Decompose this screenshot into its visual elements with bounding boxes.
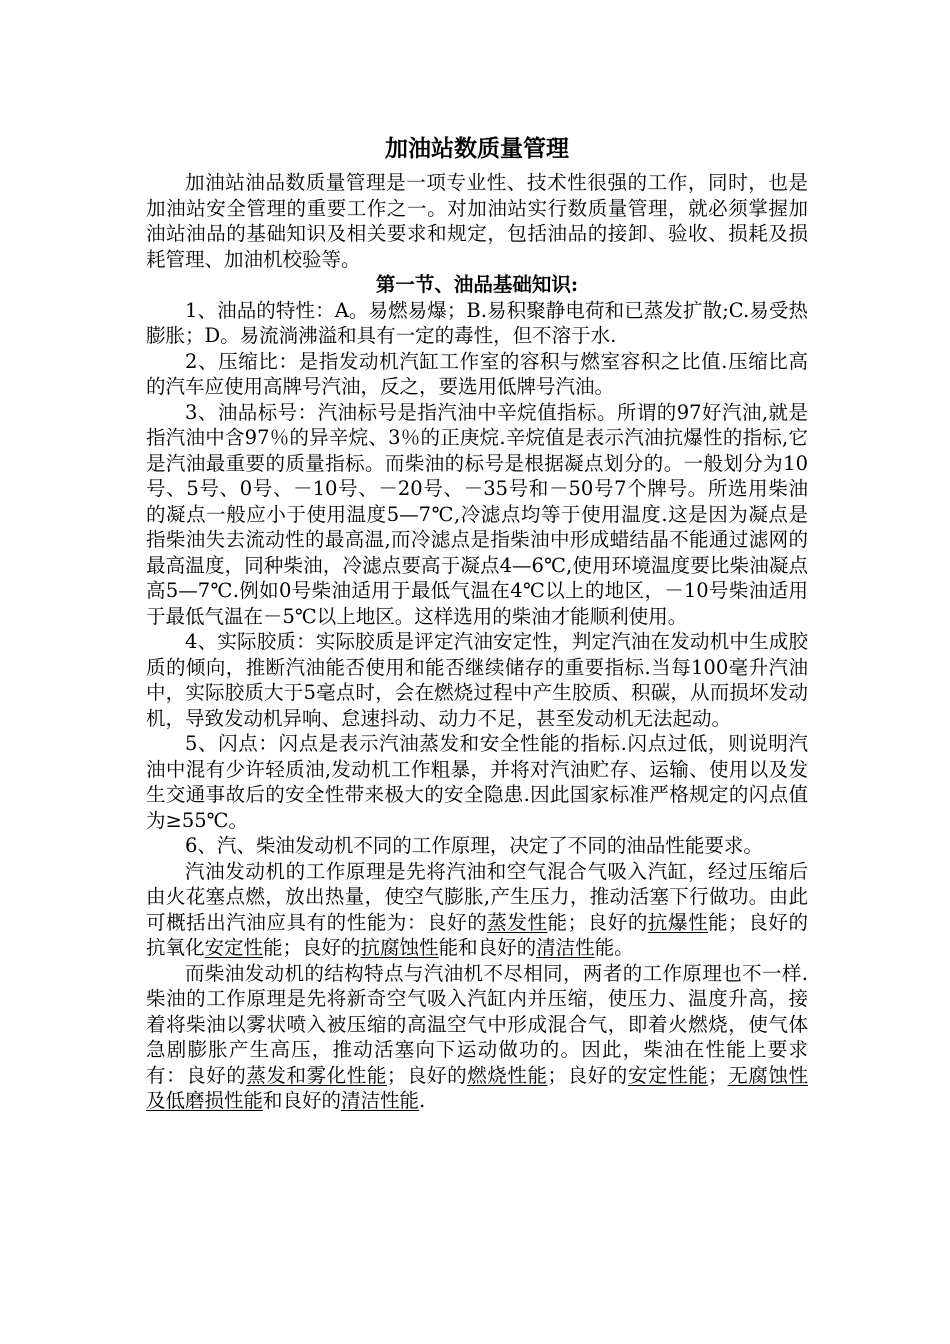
text-segment: ；良好的 [386,1063,468,1087]
underlined-term: 蒸发和雾化性能 [246,1063,387,1087]
text-segment: 能；良好的抗氧化 [146,910,808,959]
item-paragraph-3: 3、油品标号：汽油标号是指汽油中辛烷值指标。所谓的97好汽油,就是指汽油中含97％的异辛烷、3％的正庚烷.辛烷值是表示汽油抗爆性的指标,它是汽油最重要的质量指标。而柴油的标号是根据凝点划分的。一般划分为10号、5号、0号、－10号、－20号、－35号和－50号7个牌号。所选用柴油的凝点一般应小于使用温度5—7℃,冷滤点均等于使用温度.这是因为凝点是指柴油失去流动性的最高温,而冷滤点是指柴油中形成蜡结晶不能通过滤网的最高温度，同种柴油，冷滤点要高于凝点4—6℃,使用环境温度要比柴油凝点高5—7℃.例如0号柴油适用于最低气温在4℃以上的地区，－10号柴油适用于最低气温在－5℃以上地区。这样选用的柴油才能顺利使用。 [146,400,808,628]
diesel-paragraph [146,961,808,1114]
text-segment: 能。 [594,936,634,959]
text-segment: . [419,1089,426,1112]
underlined-term: 燃烧性能 [467,1063,548,1087]
text-segment: 和良好的 [263,1089,342,1112]
underlined-term: 抗爆性 [647,910,709,934]
section-heading: 第一节、油品基础知识: [375,273,579,296]
item-paragraph-4: 4、实际胶质：实际胶质是评定汽油安定性，判定汽油在发动机中生成胶质的倾向，推断汽油能否使用和能否继续储存的重要指标.当每100毫升汽油中，实际胶质大于5毫点时，会在燃烧过程中产生胶质、积碳，从而损坏发动机，导致发动机异响、怠速抖动、动力不足，甚至发动机无法起动。 [146,630,808,730]
text-segment: 能；良好的 [547,910,648,934]
text-segment: 能和良好的 [438,936,537,959]
text-segment: 而柴油发动机的结构特点与汽油机不尽相同，两者的工作原理也不一样.柴油的工作原理是先将新奇空气吸入汽缸内并压缩，使压力、温度升高，接着将柴油以雾状喷入被压缩的高温空气中形成混合气，即着火燃烧，使气体急剧膨胀产生高压，推动活塞向下运动做功的。因此，柴油在性能上要求有：良好的 [146,961,808,1087]
underlined-term: 蒸发性 [487,910,548,934]
document-title: 加油站数质量管理 [385,135,569,162]
underlined-term: 清洁性能 [341,1089,420,1112]
text-segment: 能；良好的 [263,936,361,959]
underlined-term: 无腐蚀性及低磨损性能 [146,1063,808,1112]
item-paragraph-2: 2、压缩比：是指发动机汽缸工作室的容积与燃室容积之比值.压缩比高的汽车应使用高牌号汽油，反之，要选用低牌号汽油。 [146,349,808,398]
underlined-term: 安定性能 [627,1063,709,1087]
intro-paragraph: 加油站油品数质量管理是一项专业性、技术性很强的工作，同时，也是加油站安全管理的重要工作之一。对加油站实行数质量管理，就必须掌握加油站油品的基础知识及相关要求和规定，包括油品的接卸、验收、损耗及损耗管理、加油机校验等。 [146,171,808,271]
item-paragraph-1: 1、油品的特性：A。易燃易爆；B.易积聚静电荷和已蒸发扩散;C.易受热膨胀；D。易流淌沸溢和具有一定的毒性，但不溶于水. [146,298,808,347]
underlined-term: 安定性 [204,936,264,959]
underlined-term: 清洁性 [536,936,595,959]
document-page [146,132,808,1114]
text-segment: ；良好的 [547,1063,628,1087]
text-segment: ； [708,1063,728,1087]
item-paragraph-6: 6、汽、柴油发动机不同的工作原理，决定了不同的油品性能要求。 [185,834,763,857]
gasoline-paragraph [146,859,808,961]
item-paragraph-5: 5、闪点：闪点是表示汽油蒸发和安全性能的指标.闪点过低，则说明汽油中混有少许轻质油,发动机工作粗暴，并将对汽油贮存、运输、使用以及发生交通事故后的安全性带来极大的安全隐患.因此国家标准严格规定的闪点值为≥55℃。 [146,732,808,832]
underlined-term: 抗腐蚀性 [360,936,439,959]
text-segment: 汽油发动机的工作原理是先将汽油和空气混合气吸入汽缸，经过压缩后由火花塞点燃，放出热量，使空气膨胀,产生压力，推动活塞下行做功。由此可概括出汽油应具有的性能为：良好的 [146,859,808,934]
